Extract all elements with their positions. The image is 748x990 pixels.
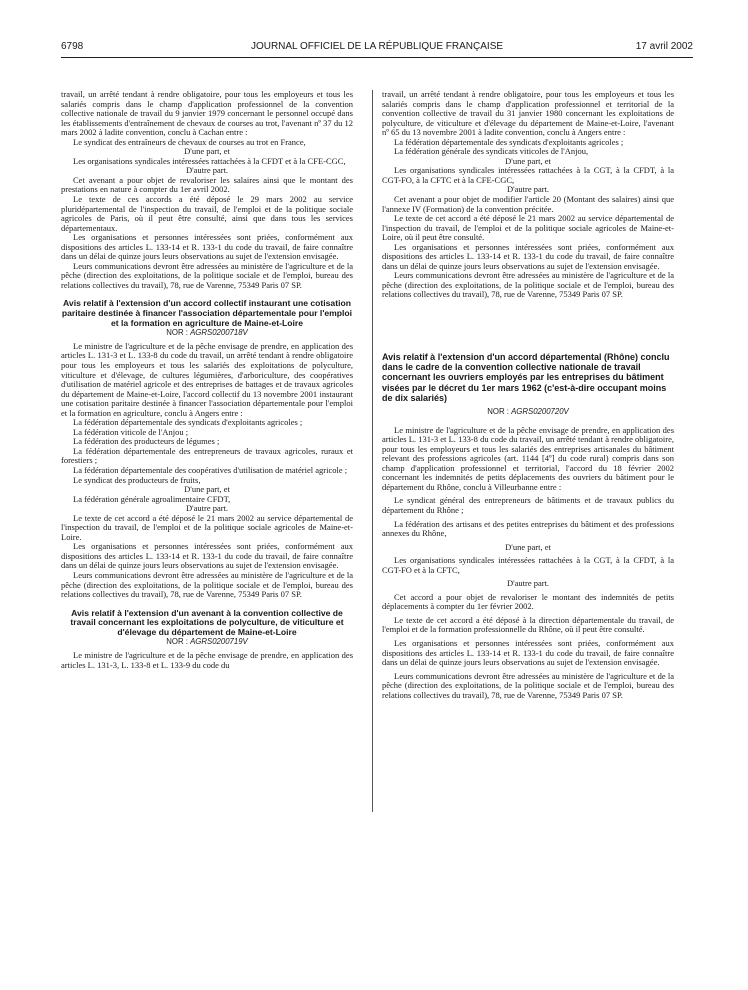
- paragraph: Cet accord a pour objet de revaloriser le montant des indemnités de petits déplacements à compter du 1er février 2002.: [382, 591, 674, 612]
- issue-date: 17 avril 2002: [635, 41, 693, 52]
- party-separator: D'autre part.: [185, 165, 229, 176]
- paragraph: Le texte de cet accord a été déposé le 21 mars 2002 au service départemental de l'inspection du travail, de l'emploi et de la politique sociale agricoles de Maine-et-Loire.: [61, 512, 353, 542]
- column-divider: [372, 90, 373, 812]
- left-column: [61, 90, 353, 670]
- journal-title: JOURNAL OFFICIEL DE LA RÉPUBLIQUE FRANÇAISE: [250, 41, 504, 52]
- nor-reference: NOR : AGRS0200720V: [487, 407, 569, 417]
- paragraph: Les organisations syndicales intéressées rattachées à la CFDT et à la CFE-CGC,: [73, 155, 346, 166]
- paragraph: Le ministre de l'agriculture et de la pêche envisage de prendre, en application des articles L. 131-3, L. 133-8 et L. 133-9 du code du: [61, 650, 353, 670]
- party-separator: D'une part, et: [184, 146, 230, 157]
- paragraph: Leurs communications devront être adressées au ministère de l'agriculture et de la pêche (direction des exploitations, de la politique sociale et de l'emploi, bureau des relations collectives du travail), 78, rue de Varenne, 75349 Paris 07 SP.: [382, 270, 674, 300]
- paragraph: Le texte de cet accord a été déposé le 21 mars 2002 au service départemental de l'inspection du travail, de l'emploi et de la politique sociale agricoles de Maine-et-Loire, où il peut être consulté.: [382, 213, 674, 243]
- paragraph: Cet avenant a pour objet de revaloriser les salaires ainsi que le montant des prestations en nature à compter du 1er avril 2002.: [61, 174, 353, 195]
- paragraph: Les organisations syndicales intéressées rattachées à la CGT, à la CFDT, à la CGT-FO, à la CFTC et à la CFE-CGC,: [382, 165, 674, 185]
- paragraph: Le ministre de l'agriculture et de la pêche envisage de prendre, en application des articles L. 131-3 et L. 133-8 du code du travail, un arrêté tendant à rendre obligatoire, pour tous les employeurs et tous les salariés des entreprises artisanales du bâtiment relevant des professions agricoles (art. 1144 [4º] du code rural) compris dans son champ d'application professionnel et territorial, l'accord du 18 février 2002 concernant les indemnités de petits déplacements des ouvriers du bâtiment pour le département du Rhône, conclu à Villeurbanne entre :: [382, 424, 674, 492]
- paragraph: La fédération départementale des entrepreneurs de travaux agricoles, ruraux et forestiers ;: [61, 445, 353, 466]
- paragraph: La fédération départementale des syndicats d'exploitants agricoles ;: [394, 136, 624, 147]
- paragraph: La fédération générale des syndicats viticoles de l'Anjou,: [394, 146, 589, 157]
- paragraph: Les organisations syndicales intéressées rattachées à la CGT, à la CFDT, à la CGT-FO et à la CFTC,: [382, 555, 674, 575]
- party-separator: D'autre part.: [506, 578, 550, 589]
- party-separator: D'autre part.: [185, 503, 229, 514]
- paragraph: Leurs communications devront être adressées au ministère de l'agriculture et de la pêche (direction des exploitations, de la politique sociale et de l'emploi, bureau des relations collectives du travail), 78, rue de Varenne, 75349 Paris 07 SP.: [382, 670, 674, 700]
- paragraph: Les organisations et personnes intéressées sont priées, conformément aux dispositions des articles L. 133-14 et R. 133-1 du code du travail, de faire connaître dans un délai de quinze jours leurs observations au sujet de l'extension envisagée.: [61, 541, 353, 571]
- paragraph: Le syndicat des entraîneurs de chevaux de courses au trot en France,: [73, 136, 306, 147]
- notice-title: Avis relatif à l'extension d'un avenant à la convention collective de travail concernant les exploitations de polyculture, de viticulture et d'élevage du département de Maine-et-Loire: [70, 607, 344, 637]
- paragraph: La fédération départementale des coopératives d'utilisation de matériel agricole ;: [73, 464, 348, 475]
- party-separator: D'une part, et: [184, 484, 230, 495]
- paragraph: La fédération viticole de l'Anjou ;: [73, 426, 189, 437]
- paragraph: Les organisations et personnes intéressées sont priées, conformément aux dispositions des articles L. 133-14 et R. 133-1 du code du travail, de faire connaître dans un délai de quinze jours leurs observations au sujet de l'extension envisagée.: [382, 638, 674, 668]
- page-header: [61, 41, 693, 55]
- paragraph: La fédération des producteurs de légumes ;: [73, 436, 220, 447]
- paragraph: Cet avenant a pour objet de modifier l'article 20 (Montant des salaires) ainsi que l'annexe IV (Formation) de la convention précitée.: [382, 194, 674, 214]
- notice-title: Avis relatif à l'extension d'un accord collectif instaurant une cotisation paritaire destinée à financer l'association départementale pour l'emploi et la formation en agriculture de Maine-et-Loire: [61, 298, 353, 328]
- paragraph: La fédération départementale des syndicats d'exploitants agricoles ;: [73, 417, 303, 428]
- paragraph: Le texte de cet accord a été déposé à la direction départementale du travail, de l'emploi et de la formation professionnelle du Rhône, où il peut être consulté.: [382, 614, 674, 635]
- party-separator: D'une part, et: [505, 541, 551, 552]
- paragraph: La fédération générale agroalimentaire CFDT,: [73, 493, 231, 504]
- paragraph: travail, un arrêté tendant à rendre obligatoire, pour tous les employeurs et tous les salariés compris dans le champ d'application professionnel de la convention collective nationale de travail du 9 janvier 1979 concernant le personnel occupé dans les établissements d'entraînement de chevaux de courses au trot, l'avenant nº 37 du 12 mars 2002 à ladite convention, conclu à Cachan entre :: [61, 89, 353, 138]
- paragraph: Leurs communications devront être adressées au ministère de l'agriculture et de la pêche (direction des exploitations, de la politique sociale et de l'emploi, bureau des relations collectives du travail), 78, rue de Varenne, 75349 Paris 07 SP.: [61, 260, 353, 290]
- header-rule: [61, 57, 693, 58]
- paragraph: Les organisations et personnes intéressées sont priées, conformément aux dispositions des articles L. 133-14 et R. 133-1 du code du travail, de faire connaître dans un délai de quinze jours leurs observations au sujet de l'extension envisagée.: [61, 232, 353, 262]
- paragraph: Le texte de ces accords a été déposé le 29 mars 2002 au service pluridépartemental de l'inspection du travail, de l'emploi et de la politique sociale agricoles de Paris, où il peut être consulté, ainsi que dans tous les services départementaux.: [61, 194, 353, 233]
- nor-reference: NOR : AGRS0200718V: [166, 328, 248, 338]
- party-separator: D'une part, et: [505, 155, 551, 166]
- paragraph: Les organisations et personnes intéressées sont priées, conformément aux dispositions des articles L. 133-14 et R. 133-1 du code du travail, de faire connaître dans un délai de quinze jours leurs observations au sujet de l'extension envisagée.: [382, 241, 674, 271]
- right-column: [382, 90, 674, 700]
- paragraph: Leurs communications devront être adressées au ministère de l'agriculture et de la pêche (direction des exploitations, de la politique sociale et de l'emploi, bureau des relations collectives du travail), 78, rue de Varenne, 75349 Paris 07 SP.: [61, 569, 353, 600]
- nor-reference: NOR : AGRS0200719V: [166, 637, 248, 647]
- paragraph: La fédération des artisans et des petites entreprises du bâtiment et des professions annexes du Rhône,: [382, 518, 674, 539]
- paragraph: Le syndicat des producteurs de fruits,: [73, 474, 201, 485]
- paragraph: Le syndicat général des entrepreneurs de bâtiments et de travaux publics du département du Rhône ;: [382, 495, 674, 516]
- notice-title: Avis relatif à l'extension d'un accord départemental (Rhône) conclu dans le cadre de la convention collective nationale de travail concernant les ouvriers employés par les entreprises du bâtiment visées par le décret du 1er mars 1962 (c'est-à-dire occupant moins de dix salariés): [382, 352, 670, 403]
- paragraph: Le ministre de l'agriculture et de la pêche envisage de prendre, en application des articles L. 131-3 et L. 133-8 du code du travail, un arrêté tendant à rendre obligatoire pour tous les employeurs et tous les salariés des exploitations de polyculture, viticulture et d'élevage, de cultures légumières, d'arboriculture, des coopératives d'utilisation de matériel agricole et des entreprises de battages et de travaux agricoles du département de Maine-et-Loire, l'accord collectif du 13 novembre 2001 instaurant une cotisation paritaire destinée à financer l'association départementale pour l'emploi et la formation en agriculture, conclu à Angers entre :: [61, 340, 353, 418]
- page-number: 6798: [61, 41, 84, 52]
- paragraph: travail, un arrêté tendant à rendre obligatoire, pour tous les employeurs et tous les salariés compris dans le champ d'application professionnel et territorial de la convention collective de travail du 31 janvier 1980 concernant les exploitations de polyculture, de viticulture et d'élevage du département de Maine-et-Loire, l'avenant nº 65 du 13 novembre 2001 à ladite convention, conclu à Angers entre :: [382, 89, 674, 138]
- party-separator: D'autre part.: [506, 184, 550, 195]
